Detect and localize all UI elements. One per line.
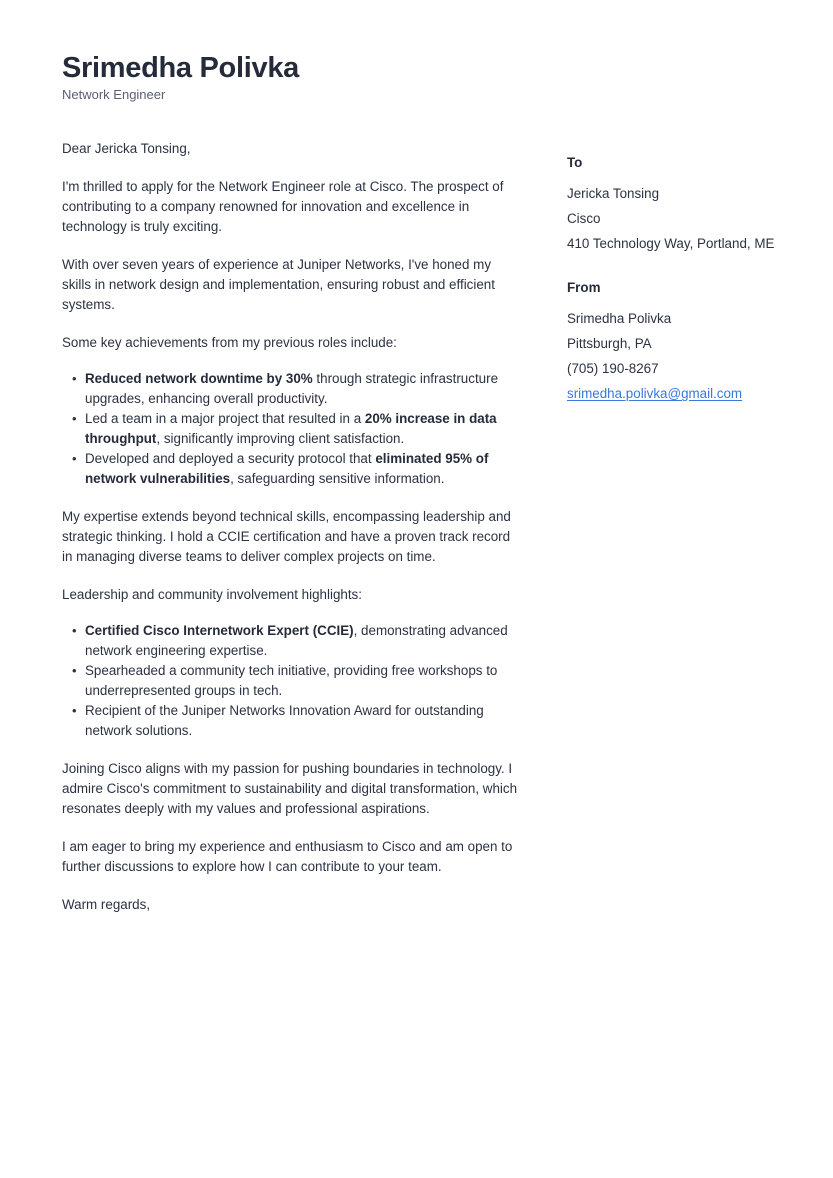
from-heading: From [567,280,601,296]
list-item [85,701,522,741]
item-bold-text: Certified Cisco Internetwork Expert (CCIE) [85,623,354,639]
paragraph-motivation: Joining Cisco aligns with my passion for pushing boundaries in technology. I admire Cisco's commitment to sustainability and digital transformation, which resonates deeply with my values and professional aspirations. [62,761,518,817]
sender-phone: (705) 190-8267 [567,361,659,377]
list-item [85,661,522,701]
applicant-role: Network Engineer [62,87,166,103]
list-item [85,449,522,489]
letter-body [62,139,522,915]
list-item [85,621,522,661]
signoff: Warm regards, [62,897,151,913]
item-rest-text: , demonstrating advanced network engineering expertise. [85,623,508,659]
to-heading: To [567,155,583,171]
item-rest-text: , safeguarding sensitive information. [230,471,445,487]
item-rest-text: through strategic infrastructure upgrades, enhancing overall productivity. [85,371,499,407]
recipient-company: Cisco [567,211,601,227]
salutation: Dear Jericka Tonsing, [62,141,191,157]
item-bold-text: Reduced network downtime by 30% [85,371,313,387]
leadership-lead-in: Leadership and community involvement highlights: [62,587,362,603]
achievements-list [62,369,522,489]
applicant-name: Srimedha Polivka [62,52,299,84]
paragraph-call-to-action: I am eager to bring my experience and enthusiasm to Cisco and am open to further discussions to explore how I can contribute to your team. [62,839,513,875]
item-pre-text: Led a team in a major project that resulted in a [85,411,365,427]
list-item [85,369,522,409]
paragraph-experience: With over seven years of experience at Juniper Networks, I've honed my skills in network design and implementation, ensuring robust and efficient systems. [62,257,495,313]
to-block [567,153,781,256]
sender-email-link[interactable]: srimedha.polivka@gmail.com [567,386,743,402]
paragraph-intro: I'm thrilled to apply for the Network Engineer role at Cisco. The prospect of contributing to a company renowned for innovation and excellence in technology is truly exciting. [62,179,504,235]
recipient-name: Jericka Tonsing [567,186,660,202]
letter-header [62,52,781,103]
item-pre-text: Spearheaded a community tech initiative, providing free workshops to underrepresented groups in tech. [85,663,498,699]
item-bold-text: eliminated 95% of network vulnerabilities [85,451,489,487]
item-pre-text: Developed and deployed a security protocol that [85,451,376,467]
leadership-list [62,621,522,741]
item-bold-text: 20% increase in data throughput [85,411,497,447]
recipient-address: 410 Technology Way, Portland, ME [567,236,775,252]
sender-location: Pittsburgh, PA [567,336,652,352]
achievements-lead-in: Some key achievements from my previous roles include: [62,335,397,351]
sender-name: Srimedha Polivka [567,311,672,327]
list-item [85,409,522,449]
contact-sidebar [522,139,781,406]
item-rest-text: , significantly improving client satisfaction. [156,431,405,447]
item-pre-text: Recipient of the Juniper Networks Innovation Award for outstanding network solutions. [85,703,484,739]
from-block [567,278,781,406]
paragraph-expertise: My expertise extends beyond technical skills, encompassing leadership and strategic thinking. I hold a CCIE certification and have a proven track record in managing diverse teams to deliver complex projects on time. [62,509,511,565]
letter-columns [62,139,781,915]
